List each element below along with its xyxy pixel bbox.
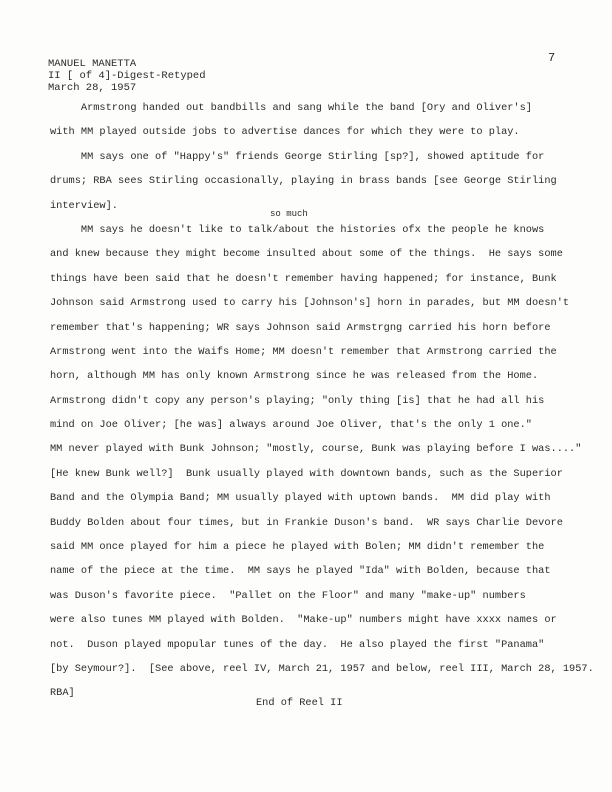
text-line: mind on Joe Oliver; [he was] always around Joe Oliver, that's the only 1 one.": [50, 419, 532, 432]
text-line: RBA]: [50, 687, 75, 700]
reel-label: II [ of 4]-Digest-Retyped: [48, 70, 206, 82]
text-line: [by Seymour?]. [See above, reel IV, March 21, 1957 and below, reel III, March 28, 1957.: [50, 662, 594, 675]
session-date: March 28, 1957: [48, 82, 137, 94]
text-line: not. Duson played mpopular tunes of the day. He also played the first "Panama": [50, 638, 545, 651]
text-line: Armstrong handed out bandbills and sang while the band [Ory and Oliver's]: [50, 102, 532, 114]
text-line: MM never played with Bunk Johnson; "mostly, course, Bunk was playing before I was....": [50, 443, 582, 456]
text-line: drums; RBA sees Stirling occasionally, playing in brass bands [see George Stirling: [50, 175, 557, 188]
text-line: horn, although MM has only known Armstrong since he was released from the Home.: [50, 370, 539, 383]
text-line: Band and the Olympia Band; MM usually played with uptown bands. MM did play with: [50, 492, 551, 505]
text-line: remember that's happening; WR says Johnson said Armstrgng carried his horn before: [50, 321, 551, 334]
text-line: MM says one of "Happy's" friends George Stirling [sp?], showed aptitude for: [50, 150, 545, 163]
text-line: Buddy Bolden about four times, but in Frankie Duson's band. WR says Charlie Devore: [50, 516, 563, 529]
handwritten-insertion: so much: [270, 209, 308, 219]
text-line: things have been said that he doesn't remember having happened; for instance, Bunk: [50, 272, 557, 285]
text-line: Armstrong didn't copy any person's playing; "only thing [is] that he had all his: [50, 394, 545, 407]
text-line: Johnson said Armstrong used to carry his [Johnson's] horn in parades, but MM doesn't: [50, 297, 570, 310]
subject-name: MANUEL MANETTA: [48, 58, 137, 70]
text-line: with MM played outside jobs to advertise dances for which they were to play.: [50, 126, 520, 139]
end-of-reel-footer: End of Reel II: [256, 697, 343, 709]
text-line: [He knew Bunk well?] Bunk usually played with downtown bands, such as the Superior: [50, 467, 563, 480]
text-line: MM says he doesn't like to talk/about the histories ofx the people he knows: [50, 223, 545, 236]
page-number: 7: [548, 51, 556, 65]
text-line: and knew because they might become insulted about some of the things. He says some: [50, 248, 563, 261]
document-header: [48, 58, 206, 94]
text-line: interview].: [50, 199, 118, 212]
text-line: were also tunes MM played with Bolden. "Make-up" numbers might have xxxx names or: [50, 614, 557, 627]
text-line: name of the piece at the time. MM says he played "Ida" with Bolden, because that: [50, 565, 551, 578]
transcript-body: [50, 96, 594, 706]
text-line: was Duson's favorite piece. "Pallet on the Floor" and many "make-up" numbers: [50, 589, 526, 602]
text-line: Armstrong went into the Waifs Home; MM doesn't remember that Armstrong carried the: [50, 345, 557, 358]
text-line: said MM once played for him a piece he played with Bolen; MM didn't remember the: [50, 541, 545, 554]
